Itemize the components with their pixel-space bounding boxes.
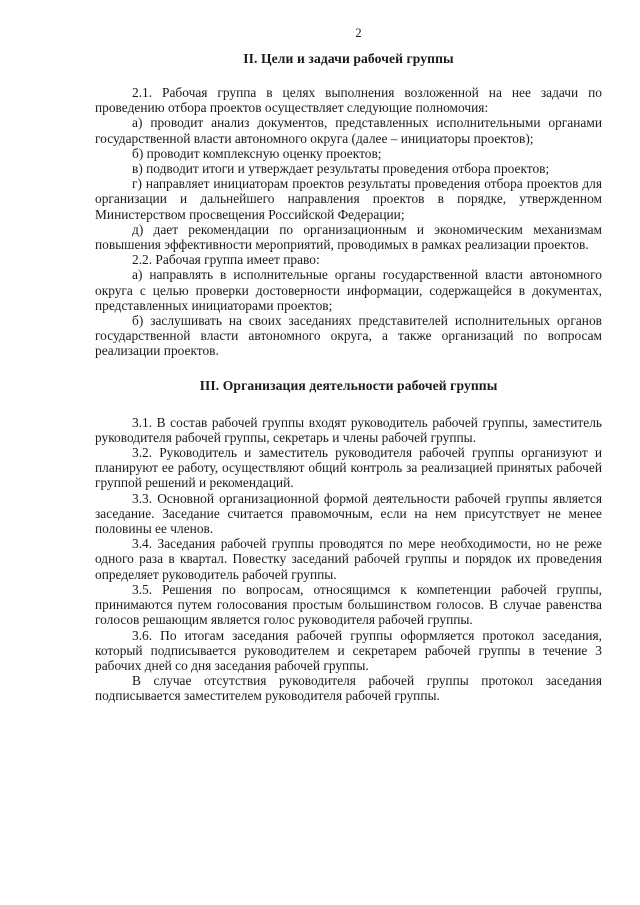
paragraph-3-4: 3.4. Заседания рабочей группы проводятся по мере необходимости, но не реже одного раза в квартал. Повестку заседаний рабочей группы и порядок их проведения определяет руководитель рабочей группы. bbox=[95, 536, 602, 582]
paragraph-3-6: 3.6. По итогам заседания рабочей группы оформляется протокол заседания, который подписывается руководителем и секретарем рабочей группы в течение 3 рабочих дней со дня заседания рабочей группы. bbox=[95, 627, 602, 673]
paragraph-2-1-v: в) подводит итоги и утверждает результаты проведения отбора проектов; bbox=[132, 161, 550, 177]
paragraph-2-1-b: б) проводит комплексную оценку проектов; bbox=[132, 145, 382, 161]
section-heading-organization: III. Организация деятельности рабочей группы bbox=[199, 377, 498, 393]
paragraph-2-1-a: а) проводит анализ документов, представленных исполнительными органами государственной власти автономного округа (далее – инициаторы проектов); bbox=[95, 115, 602, 146]
paragraph-2-2: 2.2. Рабочая группа имеет право: bbox=[132, 252, 320, 268]
paragraph-2-2-a: а) направлять в исполнительные органы государственной власти автономного округа с целью проверки достоверности информации, содержащейся в документах, представленных инициаторами проектов; bbox=[95, 267, 602, 313]
paragraph-2-1: 2.1. Рабочая группа в целях выполнения возложенной на нее задачи по проведению отбора проектов осуществляет следующие полномочия: bbox=[95, 85, 602, 116]
paragraph-3-3: 3.3. Основной организационной формой деятельности рабочей группы является заседание. Заседание считается правомочным, если на нем присутствует не менее половины ее членов. bbox=[95, 490, 602, 537]
paragraph-3-2: 3.2. Руководитель и заместитель руководителя рабочей группы организуют и планируют ее работу, осуществляют общий контроль за реализацией принятых рабочей группой решений и рекомендаций. bbox=[95, 445, 602, 491]
paragraph-3-1: 3.1. В состав рабочей группы входят руководитель рабочей группы, заместитель руководителя рабочей группы, секретарь и члены рабочей группы. bbox=[95, 414, 602, 445]
paragraph-2-2-b: б) заслушивать на своих заседаниях представителей исполнительных органов государственной власти автономного округа, а также организаций по вопросам реализации проектов. bbox=[95, 313, 602, 359]
section-heading-goals: II. Цели и задачи рабочей группы bbox=[243, 51, 454, 66]
page-number: 2 bbox=[355, 26, 362, 40]
paragraph-3-5: 3.5. Решения по вопросам, относящимся к компетенции рабочей группы, принимаются путем голосования простым большинством голосов. В случае равенства голосов решающим является голос руководителя рабочей группы. bbox=[95, 581, 602, 628]
paragraph-2-1-g: г) направляет инициаторам проектов результаты проведения отбора проектов для организации и дальнейшего направления проектов в порядке, утвержденном Министерством просвещения Российской Федерации; bbox=[95, 176, 602, 222]
paragraph-3-6-absence: В случае отсутствия руководителя рабочей группы протокол заседания подписывается заместителем руководителя рабочей группы. bbox=[95, 673, 602, 704]
paragraph-2-1-d: д) дает рекомендации по организационным и экономическим механизмам повышения эффективности мероприятий, проводимых в рамках реализации проектов. bbox=[95, 221, 602, 253]
